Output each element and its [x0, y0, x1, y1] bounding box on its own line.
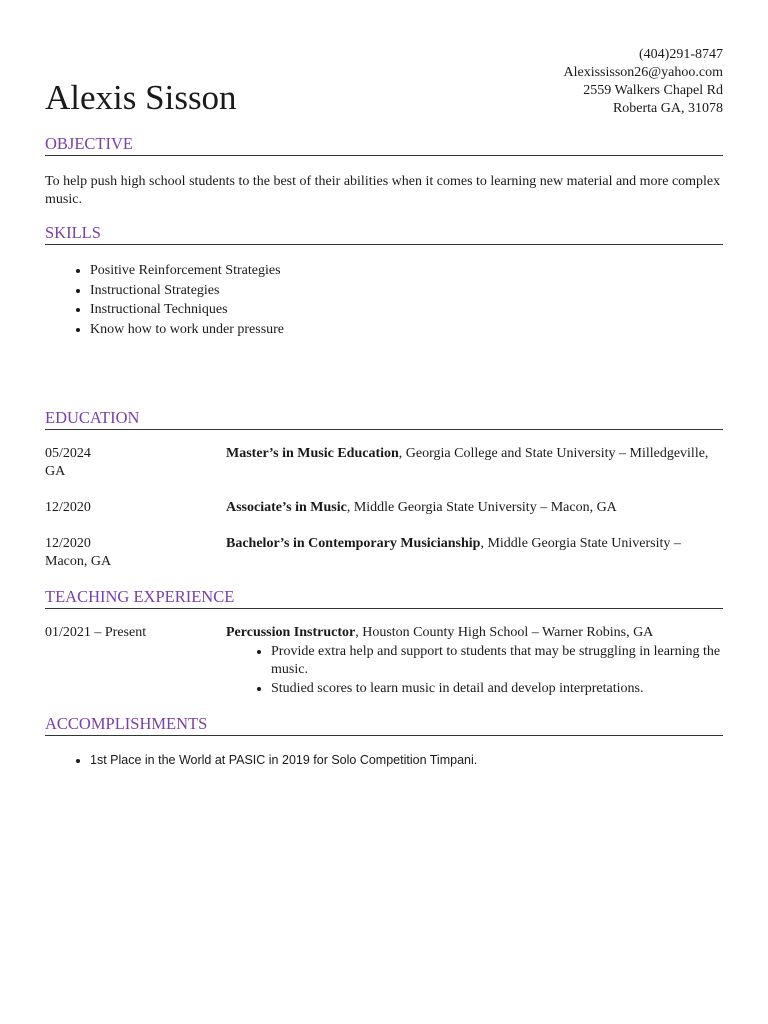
- education-detail: [45, 535, 723, 571]
- experience-detail: [226, 624, 723, 699]
- phone: (404)291-8747: [639, 47, 723, 62]
- list-item: • Studied scores to learn music in detail and develop interpretations.: [271, 680, 723, 698]
- education-entry: [45, 499, 723, 517]
- education-entry: [45, 535, 723, 571]
- job-title: Percussion Instructor: [226, 625, 356, 640]
- skills-heading: SKILLS: [45, 223, 723, 245]
- school-name: , Georgia College and State University – Milledgeville, GA: [45, 446, 709, 479]
- education-heading: EDUCATION: [45, 408, 723, 430]
- list-item: • 1st Place in the World at PASIC in 2019 for Solo Competition Timpani.: [90, 751, 477, 769]
- degree-name: Bachelor’s in Contemporary Musicianship: [226, 536, 481, 551]
- school-name: , Middle Georgia State University – Macon, GA: [346, 500, 617, 515]
- experience-heading: TEACHING EXPERIENCE: [45, 587, 723, 609]
- school-name: , Middle Georgia State University – Macon, GA: [45, 536, 681, 569]
- degree-name: Master’s in Music Education: [226, 446, 399, 461]
- experience-title-line: [226, 624, 723, 642]
- list-item: • Know how to work under pressure: [90, 321, 290, 339]
- list-item: • Provide extra help and support to students that may be struggling in learning the music.: [271, 643, 723, 679]
- list-item: • Instructional Strategies: [90, 282, 290, 300]
- list-item: • Instructional Techniques: [90, 301, 290, 319]
- address-line-2: Roberta GA, 31078: [612, 101, 723, 116]
- accomplishments-heading: ACCOMPLISHMENTS: [45, 714, 723, 736]
- objective-heading: OBJECTIVE: [45, 134, 723, 156]
- list-item: • Positive Reinforcement Strategies: [90, 262, 290, 280]
- degree-name: Associate’s in Music: [226, 500, 347, 515]
- objective-text: To help push high school students to the best of their abilities when it comes to learning new material and more complex music.: [45, 174, 721, 207]
- contact-block: [564, 46, 724, 118]
- education-entry: [45, 445, 723, 481]
- address-line-1: 2559 Walkers Chapel Rd: [583, 83, 723, 98]
- email: Alexississon26@yahoo.com: [563, 65, 723, 80]
- skills-list: [45, 262, 290, 340]
- candidate-name: Alexis Sisson: [45, 78, 237, 117]
- education-date: 05/2024: [45, 446, 91, 461]
- education-detail: [45, 445, 723, 481]
- accomplishments-list: [78, 751, 477, 769]
- experience-date: 01/2021 – Present: [45, 625, 147, 640]
- employer: , Houston County High School – Warner Robins, GA: [355, 625, 654, 640]
- education-date: 12/2020: [45, 500, 91, 515]
- education-detail: [45, 499, 723, 517]
- duties-list: [226, 643, 723, 698]
- resume-page: [45, 0, 723, 1024]
- education-date: 12/2020: [45, 536, 91, 551]
